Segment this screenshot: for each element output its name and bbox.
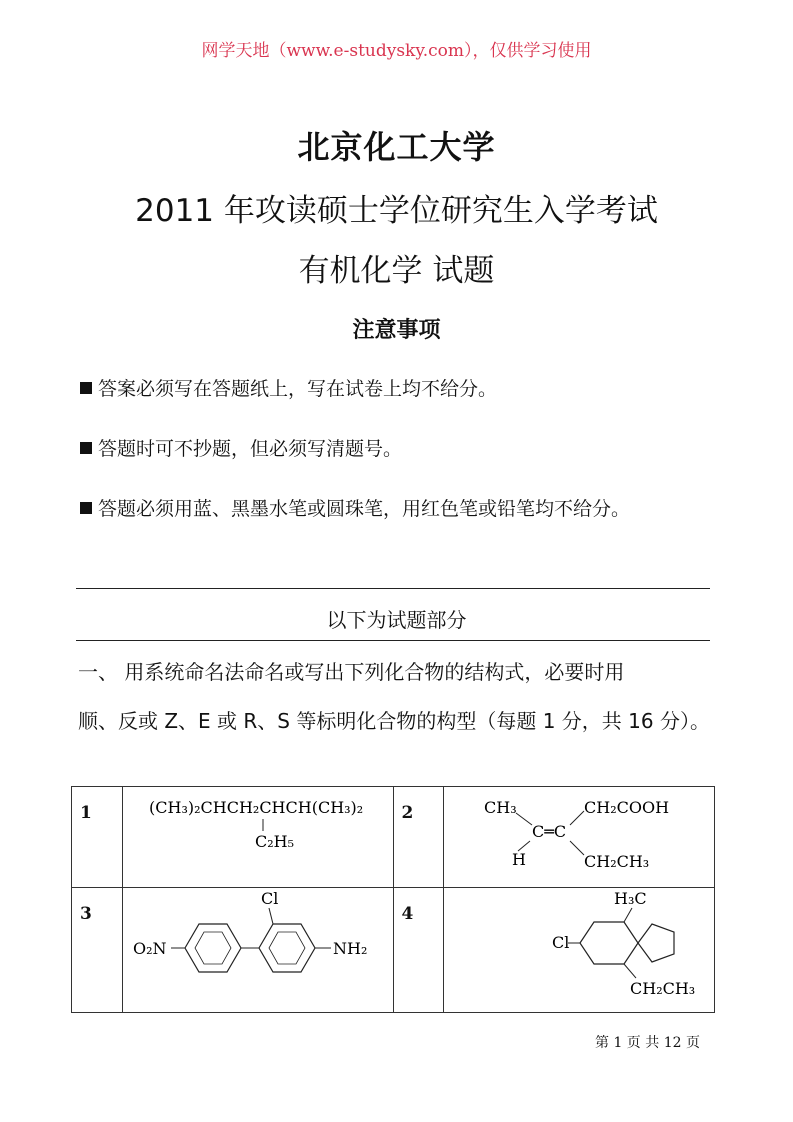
watermark-note: 网学天地（www.e-studysky.com），仅供学习使用: [201, 41, 592, 61]
notice-text: 答题必须用蓝、黑墨水笔或圆珠笔，用红色笔或铅笔均不给分。: [98, 498, 631, 520]
bond-line: [624, 908, 632, 922]
compound-2-right-bottom: CH₂CH₃: [584, 852, 650, 871]
compound-4-bottom-group: CH₂CH₃: [630, 979, 696, 998]
notice-text: 答题时可不抄题，但必须写清题号。: [98, 438, 403, 460]
cyclohexane-ring: [580, 922, 638, 964]
bond-line: [624, 964, 636, 978]
compound-2: [444, 787, 715, 888]
item-number: 1: [72, 787, 123, 888]
subject-title: 有机化学 试题: [298, 253, 495, 289]
item-number: 3: [72, 888, 123, 1013]
bond-line: [570, 811, 584, 825]
compound-4-left-group: Cl: [552, 933, 570, 952]
square-bullet-icon: [80, 442, 92, 454]
square-bullet-icon: [80, 382, 92, 394]
bond-line: [570, 841, 584, 855]
notice-text: 答案必须写在答题纸上，写在试卷上均不给分。: [98, 378, 498, 400]
compound-1-structure: [123, 787, 393, 883]
compound-3-right-group: NH₂: [332, 939, 367, 958]
bond-line: [269, 908, 273, 924]
compound-1: [122, 787, 393, 888]
compound-1-formula: (CH₃)₂CHCH₂CHCH(CH₃)₂: [148, 798, 363, 817]
notice-heading: 注意事项: [352, 318, 441, 343]
compound-2-structure: [444, 787, 714, 883]
compound-2-left-bottom: H: [512, 850, 526, 869]
exam-title: 2011 年攻读硕士学位研究生入学考试: [135, 193, 658, 229]
notice-1: [80, 374, 497, 401]
compound-table: [71, 786, 715, 1013]
compound-2-left-top: CH₃: [484, 798, 517, 817]
question-1-line-2: 顺、反或 Z、E 或 R、S 等标明化合物的构型（每题 1 分，共 16 分）。: [78, 709, 710, 733]
benzene-ring-2-inner: [269, 932, 305, 964]
item-number: 2: [393, 787, 444, 888]
compound-4-top-group: H₃C: [614, 889, 647, 908]
section-title: 以下为试题部分: [326, 608, 467, 632]
square-bullet-icon: [80, 502, 92, 514]
benzene-ring-2: [259, 924, 315, 972]
benzene-ring-1: [185, 924, 241, 972]
compound-3: [122, 888, 393, 1013]
compound-3-structure: [123, 888, 393, 1008]
benzene-ring-1-inner: [195, 932, 231, 964]
university-title: 北京化工大学: [297, 128, 496, 166]
divider-top: [76, 588, 710, 589]
divider-bottom: [76, 640, 710, 641]
notice-3: [80, 494, 630, 521]
compound-2-center: C═C: [532, 822, 567, 841]
compound-3-top-group: Cl: [260, 889, 278, 908]
bond-line: [516, 813, 532, 825]
compound-2-right-top: CH₂COOH: [584, 798, 670, 817]
notice-2: [80, 434, 402, 461]
compound-4: [444, 888, 715, 1013]
compound-1-substituent: C₂H₅: [254, 832, 294, 851]
item-number: 4: [393, 888, 444, 1013]
compound-4-structure: [444, 888, 714, 1008]
page-footer: 第 1 页 共 12 页: [595, 1035, 700, 1051]
cyclopentane-ring: [638, 924, 674, 962]
question-1-line-1: 一、 用系统命名法命名或写出下列化合物的结构式，必要时用: [78, 660, 625, 684]
compound-3-left-group: O₂N: [132, 939, 167, 958]
